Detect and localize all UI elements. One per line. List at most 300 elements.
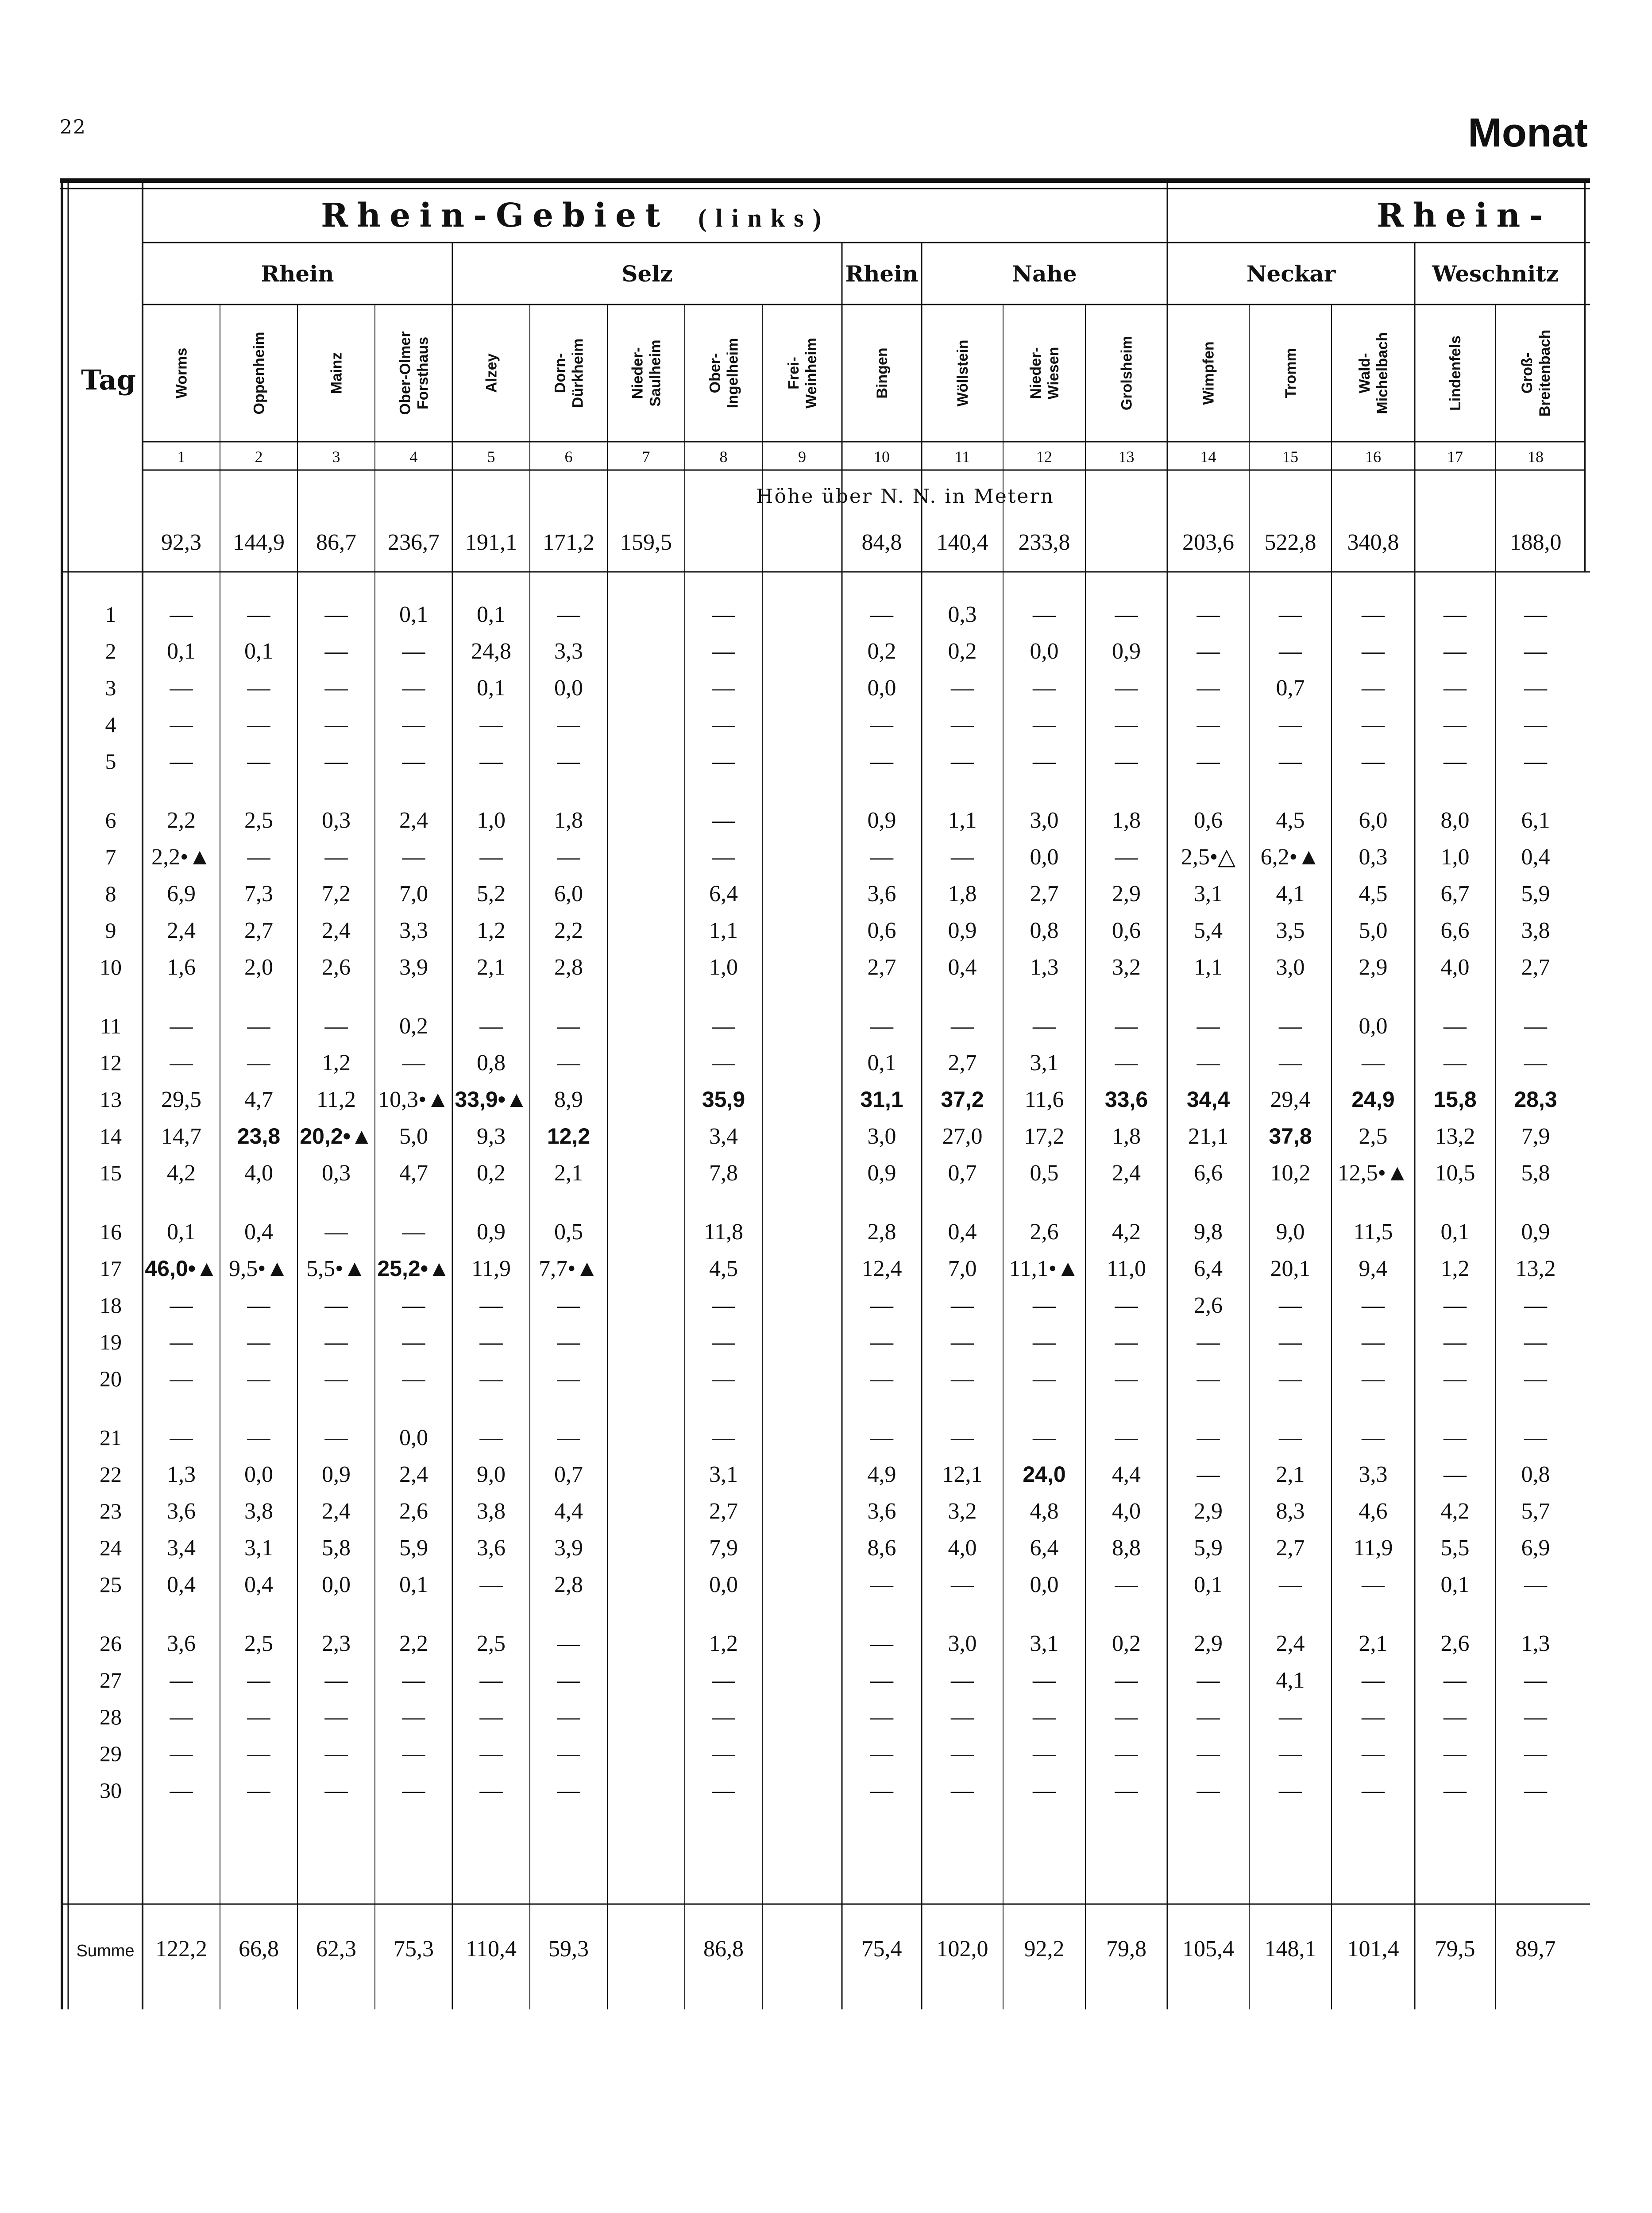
table-cell: — (1115, 1778, 1138, 1803)
table-cell: 0,1 (399, 602, 428, 627)
table-cell: — (1279, 712, 1302, 737)
table-cell: — (1115, 712, 1138, 737)
station-name (397, 332, 432, 415)
table-cell: — (479, 844, 503, 870)
table-cell: 6,6 (1440, 918, 1470, 943)
table-cell: — (402, 1366, 425, 1392)
table-cell: — (402, 675, 425, 701)
table-cell: — (712, 1668, 735, 1693)
table-cell: 6,9 (1521, 1535, 1550, 1561)
table-cell: 0,6 (1112, 918, 1141, 943)
table-cell: 11,2 (316, 1087, 356, 1112)
day-number: 9 (105, 918, 116, 943)
station-heights (161, 530, 1562, 555)
table-cell: — (402, 1668, 425, 1693)
day-number: 7 (105, 844, 116, 869)
table-cell: 17,2 (1024, 1124, 1065, 1149)
table-cell: 3,6 (167, 1499, 196, 1524)
table-cell: — (479, 1741, 503, 1766)
table-cell: 4,9 (867, 1462, 896, 1487)
table-cell: 24,9 (1351, 1087, 1395, 1112)
table-cell: — (557, 844, 580, 870)
table-cell: — (1444, 1293, 1467, 1318)
table-cell: 0,7 (1276, 675, 1305, 701)
station-name (251, 332, 268, 414)
table-cell: — (870, 602, 893, 627)
table-cell: 2,5 (244, 1631, 273, 1656)
station-headers (174, 330, 1554, 417)
table-cell: — (557, 1366, 580, 1392)
day-number: 1 (105, 602, 116, 627)
table-cell: 7,0 (399, 881, 428, 906)
sum-value: 75,4 (861, 1936, 902, 1962)
station-height: 236,7 (388, 530, 440, 555)
page-number: 22 (60, 116, 86, 139)
table-cell: — (170, 1425, 193, 1450)
table-cell: — (712, 1050, 735, 1076)
day-column-header: Tag (81, 364, 136, 396)
table-cell: 0,0 (1030, 844, 1059, 870)
river-label: Nahe (1012, 261, 1077, 287)
column-number: 8 (719, 448, 728, 466)
table-cell: — (170, 1366, 193, 1392)
station-name (1282, 348, 1299, 398)
column-number: 13 (1118, 448, 1135, 466)
station-name-line: Oppenheim (251, 332, 268, 415)
sum-value: 102,0 (936, 1936, 988, 1962)
table-cell: 0,0 (1030, 639, 1059, 664)
station-name-line: Groß- (1519, 352, 1536, 394)
table-cell: 35,9 (702, 1087, 745, 1112)
station-name-line: Tromm (1282, 348, 1299, 398)
table-cell: 0,1 (477, 675, 506, 701)
table-cell: 0,0 (322, 1572, 351, 1597)
table-cell: — (1444, 639, 1467, 664)
table-cell: — (951, 844, 974, 870)
table-cell: 21,1 (1188, 1124, 1228, 1149)
table-cell: — (1444, 1778, 1467, 1803)
table-cell: 0,0 (399, 1425, 428, 1450)
table-cell: 3,6 (167, 1631, 196, 1656)
table-cell: — (402, 1778, 425, 1803)
table-cell: 1,8 (1112, 1124, 1141, 1149)
day-number: 19 (100, 1330, 122, 1354)
table-cell: 0,3 (1359, 844, 1388, 870)
table-cell: 34,4 (1186, 1087, 1230, 1112)
table-cell: 3,1 (1030, 1631, 1059, 1656)
table-cell: — (1524, 1572, 1547, 1597)
table-cell: 6,2•▲ (1260, 844, 1320, 870)
table-cell: — (1444, 602, 1467, 627)
table-cell: — (1115, 675, 1138, 701)
table-cell: — (1197, 749, 1220, 774)
table-cell: — (324, 639, 348, 664)
column-number: 12 (1036, 448, 1052, 466)
table-cell: — (479, 1014, 503, 1039)
day-number: 3 (105, 675, 116, 700)
table-cell: — (1524, 1366, 1547, 1392)
station-name-line: Weinheim (803, 338, 820, 409)
table-cell: — (402, 1330, 425, 1355)
table-cell: — (1033, 749, 1056, 774)
table-cell: 6,4 (1030, 1535, 1059, 1561)
table-cell: — (1197, 675, 1220, 701)
table-cell: 37,8 (1269, 1124, 1312, 1149)
column-number: 1 (177, 448, 185, 466)
table-cell: 9,4 (1359, 1256, 1388, 1281)
table-cell: — (247, 1704, 270, 1730)
table-cell: — (870, 1631, 893, 1656)
table-cell: 4,5 (709, 1256, 738, 1281)
table-cell: — (1362, 1741, 1385, 1766)
table-cell: — (247, 1330, 270, 1355)
table-cell: 0,7 (554, 1462, 583, 1487)
table-cell: 2,4 (167, 918, 196, 943)
sum-value: 148,1 (1264, 1936, 1316, 1962)
table-cell: 3,8 (1521, 918, 1550, 943)
table-cell: 7,3 (244, 881, 273, 906)
table-cell: 0,0 (1030, 1572, 1059, 1597)
table-cell: — (1279, 1741, 1302, 1766)
table-cell: — (324, 1704, 348, 1730)
station-height: 171,2 (543, 530, 594, 555)
table-cell: 5,9 (399, 1535, 428, 1561)
table-cell: — (1524, 1050, 1547, 1076)
table-cell: 0,9 (477, 1219, 506, 1245)
column-number: 15 (1282, 448, 1298, 466)
table-cell: — (712, 675, 735, 701)
table-cell: 2,7 (1276, 1535, 1305, 1561)
table-cell: 3,0 (1276, 955, 1305, 980)
table-cell: 3,0 (867, 1124, 896, 1149)
station-height: 188,0 (1509, 530, 1562, 555)
table-cell: 6,6 (1194, 1160, 1223, 1186)
table-cell: 29,5 (161, 1087, 201, 1112)
table-cell: — (324, 1219, 348, 1245)
table-cell: 4,1 (1276, 881, 1305, 906)
table-cell: — (557, 1668, 580, 1693)
table-cell: 6,7 (1440, 881, 1470, 906)
station-height: 92,3 (161, 530, 201, 555)
column-number: 3 (332, 448, 340, 466)
table-cell: 2,1 (554, 1160, 583, 1186)
table-cell: — (712, 1778, 735, 1803)
region-header-right: Rhein- (1377, 197, 1552, 235)
station-height: 84,8 (861, 530, 902, 555)
day-number: 23 (100, 1499, 122, 1523)
table-cell: — (1362, 675, 1385, 701)
table-cell: — (1444, 1014, 1467, 1039)
station-name-line: Michelbach (1374, 332, 1391, 414)
table-cell: — (170, 1778, 193, 1803)
table-cell: 0,3 (322, 1160, 351, 1186)
station-name-line: Dorn- (552, 353, 569, 393)
table-cell: 2,6 (1194, 1293, 1223, 1318)
table-cell: 1,8 (1112, 808, 1141, 833)
table-cell: 9,0 (1276, 1219, 1305, 1245)
table-cell: 3,4 (167, 1535, 196, 1561)
table-cell: — (951, 1778, 974, 1803)
table-cell: 0,0 (1359, 1014, 1388, 1039)
station-name-line: Nieder- (1027, 347, 1044, 399)
table-cell: 0,2 (1112, 1631, 1141, 1656)
table-cell: — (557, 1631, 580, 1656)
table-cell: 11,1•▲ (1009, 1256, 1080, 1281)
table-cell: 5,5 (1440, 1535, 1470, 1561)
table-cell: 1,3 (1521, 1631, 1550, 1656)
table-cell: — (1444, 1425, 1467, 1450)
table-cell: — (1197, 1741, 1220, 1766)
sum-value: 79,8 (1106, 1936, 1146, 1962)
table-cell: — (1524, 1741, 1547, 1766)
table-cell: 3,1 (709, 1462, 738, 1487)
table-cell: 2,2 (554, 918, 583, 943)
table-cell: 33,9•▲ (455, 1087, 528, 1112)
table-cell: 7,9 (709, 1535, 738, 1561)
day-number: 16 (100, 1219, 122, 1244)
table-cell: — (951, 1330, 974, 1355)
table-cell: 4,2 (1112, 1219, 1141, 1245)
table-cell: 2,8 (867, 1219, 896, 1245)
table-cell: — (247, 1668, 270, 1693)
table-cell: — (402, 1050, 425, 1076)
table-cell: 0,9 (1521, 1219, 1550, 1245)
table-cell: 2,4 (399, 808, 428, 833)
table-cell: 29,4 (1270, 1087, 1311, 1112)
table-cell: 0,9 (867, 1160, 896, 1186)
table-cell: 4,1 (1276, 1668, 1305, 1693)
table-cell: — (324, 712, 348, 737)
table-cell: — (247, 712, 270, 737)
station-name (707, 338, 741, 409)
table-cell: — (1197, 1462, 1220, 1487)
sum-value: 59,3 (548, 1936, 589, 1962)
table-cell: — (557, 1330, 580, 1355)
table-cell: 0,0 (554, 675, 583, 701)
station-name (1119, 336, 1135, 410)
station-name (328, 352, 345, 394)
day-number: 27 (100, 1668, 122, 1693)
table-cell: — (1362, 639, 1385, 664)
table-cell: — (951, 1704, 974, 1730)
region-header-left (321, 197, 830, 235)
table-cell: 0,1 (399, 1572, 428, 1597)
station-height: 159,5 (620, 530, 672, 555)
station-height: 140,4 (936, 530, 988, 555)
day-number: 15 (100, 1160, 122, 1185)
table-cell: 0,1 (867, 1050, 896, 1076)
station-height: 233,8 (1018, 530, 1070, 555)
table-cell: 4,6 (1359, 1499, 1388, 1524)
column-number: 10 (874, 448, 890, 466)
table-cell: — (870, 1014, 893, 1039)
table-cell: 5,0 (1359, 918, 1388, 943)
table-cell: — (870, 1704, 893, 1730)
table-cell: 6,0 (1359, 808, 1388, 833)
column-number: 14 (1200, 448, 1216, 466)
table-cell: — (1279, 1050, 1302, 1076)
table-cell: 6,9 (167, 881, 196, 906)
table-cell: — (1279, 1572, 1302, 1597)
table-cell: — (557, 1778, 580, 1803)
day-number: 8 (105, 881, 116, 906)
table-cell: — (1279, 602, 1302, 627)
table-cell: 1,8 (554, 808, 583, 833)
table-cell: — (1444, 1050, 1467, 1076)
table-cell: — (1362, 1366, 1385, 1392)
table-cell: — (1115, 1704, 1138, 1730)
table-cell: — (1033, 602, 1056, 627)
table-cell: 0,7 (948, 1160, 977, 1186)
table-cell: — (870, 1741, 893, 1766)
table-cell: — (1362, 1668, 1385, 1693)
table-cell: 3,4 (709, 1124, 738, 1149)
sum-value: 79,5 (1435, 1936, 1475, 1962)
table-cell: 4,5 (1359, 881, 1388, 906)
station-height: 144,9 (233, 530, 285, 555)
table-cell: — (1279, 1425, 1302, 1450)
table-cell: — (324, 675, 348, 701)
table-cell: — (712, 602, 735, 627)
sum-value: 62,3 (316, 1936, 356, 1962)
table-cell: 0,2 (399, 1014, 428, 1039)
column-number: 4 (409, 448, 418, 466)
station-name-line: Wald- (1356, 353, 1373, 393)
table-cell: 4,0 (948, 1535, 977, 1561)
table-cell: — (1362, 1704, 1385, 1730)
table-cell: 2,2 (399, 1631, 428, 1656)
table-cell: — (712, 1293, 735, 1318)
table-cell: — (170, 749, 193, 774)
table-cell: 12,1 (942, 1462, 983, 1487)
sum-value: 110,4 (465, 1936, 517, 1962)
station-name (174, 348, 190, 399)
table-cell: — (402, 639, 425, 664)
table-cell: 5,0 (399, 1124, 428, 1149)
table-cell: 4,2 (167, 1160, 196, 1186)
table-cell: 13,2 (1515, 1256, 1556, 1281)
table-cell: 1,3 (167, 1462, 196, 1487)
table-cell: — (1524, 1704, 1547, 1730)
station-name-line: Nieder- (629, 347, 646, 399)
table-cell: — (1524, 602, 1547, 627)
table-cell: 0,0 (244, 1462, 273, 1487)
table-cell: 2,6 (1030, 1219, 1059, 1245)
table-cell: — (1115, 602, 1138, 627)
day-number: 22 (100, 1462, 122, 1487)
table-cell: 6,1 (1521, 808, 1550, 833)
table-cell: 7,0 (948, 1256, 977, 1281)
table-cell: 20,2•▲ (300, 1124, 373, 1149)
table-cell: 1,0 (1440, 844, 1470, 870)
station-name-line: Ober-Olmer (397, 331, 414, 415)
table-cell: 3,2 (1112, 955, 1141, 980)
table-cell: — (402, 749, 425, 774)
table-cell: 4,7 (399, 1160, 428, 1186)
table-cell: 1,3 (1030, 955, 1059, 980)
table-cell: — (1197, 639, 1220, 664)
table-cell: 3,3 (554, 639, 583, 664)
table-cell: 0,3 (322, 808, 351, 833)
table-cell: 2,6 (1440, 1631, 1470, 1656)
region-left-title: Rhein-Gebiet (320, 197, 669, 235)
table-cell: — (557, 1704, 580, 1730)
day-number: 11 (100, 1014, 122, 1038)
table-cell: — (1115, 844, 1138, 870)
table-cell: — (1033, 1704, 1056, 1730)
table-cell: — (1033, 1293, 1056, 1318)
table-cell: 25,2•▲ (377, 1256, 450, 1281)
table-cell: 7,8 (709, 1160, 738, 1186)
table-cell: — (1279, 1778, 1302, 1803)
sum-value: 101,4 (1347, 1936, 1399, 1962)
table-cell: — (557, 1293, 580, 1318)
sum-value: 122,2 (155, 1936, 207, 1962)
table-cell: 0,1 (1440, 1572, 1470, 1597)
day-number: 17 (100, 1256, 122, 1281)
table-cell: 3,6 (867, 881, 896, 906)
station-name (483, 354, 500, 393)
table-cell: 14,7 (161, 1124, 201, 1149)
river-label: Weschnitz (1432, 261, 1559, 287)
day-number: 5 (105, 749, 116, 774)
sum-value: 92,2 (1024, 1936, 1065, 1962)
table-cell: 20,1 (1270, 1256, 1311, 1281)
table-cell: 27,0 (942, 1124, 983, 1149)
table-cell: — (1444, 1366, 1467, 1392)
table-cell: 1,2 (1440, 1256, 1470, 1281)
table-cell: 2,2 (167, 808, 196, 833)
station-height: 203,6 (1182, 530, 1234, 555)
table-cell: — (1362, 1293, 1385, 1318)
table-cell: — (870, 712, 893, 737)
column-number: 6 (564, 448, 573, 466)
table-cell: — (1362, 1572, 1385, 1597)
column-number: 17 (1447, 448, 1463, 466)
table-cell: — (870, 1572, 893, 1597)
table-cell: 2,8 (554, 955, 583, 980)
table-cell: — (1362, 1050, 1385, 1076)
table-cell: — (402, 1741, 425, 1766)
table-cell: 2,7 (1521, 955, 1550, 980)
station-name-line: Wiesen (1045, 347, 1062, 400)
table-cell: 7,2 (322, 881, 351, 906)
table-cell: — (1115, 749, 1138, 774)
table-cell: 4,2 (1440, 1499, 1470, 1524)
table-cell: 2,1 (477, 955, 506, 980)
table-cell: — (712, 1330, 735, 1355)
table-cell: — (324, 1741, 348, 1766)
table-cell: — (1524, 712, 1547, 737)
day-number: 26 (100, 1631, 122, 1656)
column-number: 2 (255, 448, 263, 466)
day-number: 13 (100, 1087, 122, 1112)
table-cell: — (1362, 602, 1385, 627)
table-cell: 9,0 (477, 1462, 506, 1487)
table-cell: 2,9 (1194, 1631, 1223, 1656)
table-cell: 8,6 (867, 1535, 896, 1561)
table-cell: — (479, 1293, 503, 1318)
table-cell: 0,5 (1030, 1160, 1059, 1186)
table-cell: 3,9 (554, 1535, 583, 1561)
sum-row (77, 1936, 1556, 1962)
table-cell: — (712, 1366, 735, 1392)
table-cell: — (870, 749, 893, 774)
table-cell: 1,8 (948, 881, 977, 906)
table-cell: 0,9 (322, 1462, 351, 1487)
table-cell: — (1362, 749, 1385, 774)
table-cell: 37,2 (941, 1087, 984, 1112)
